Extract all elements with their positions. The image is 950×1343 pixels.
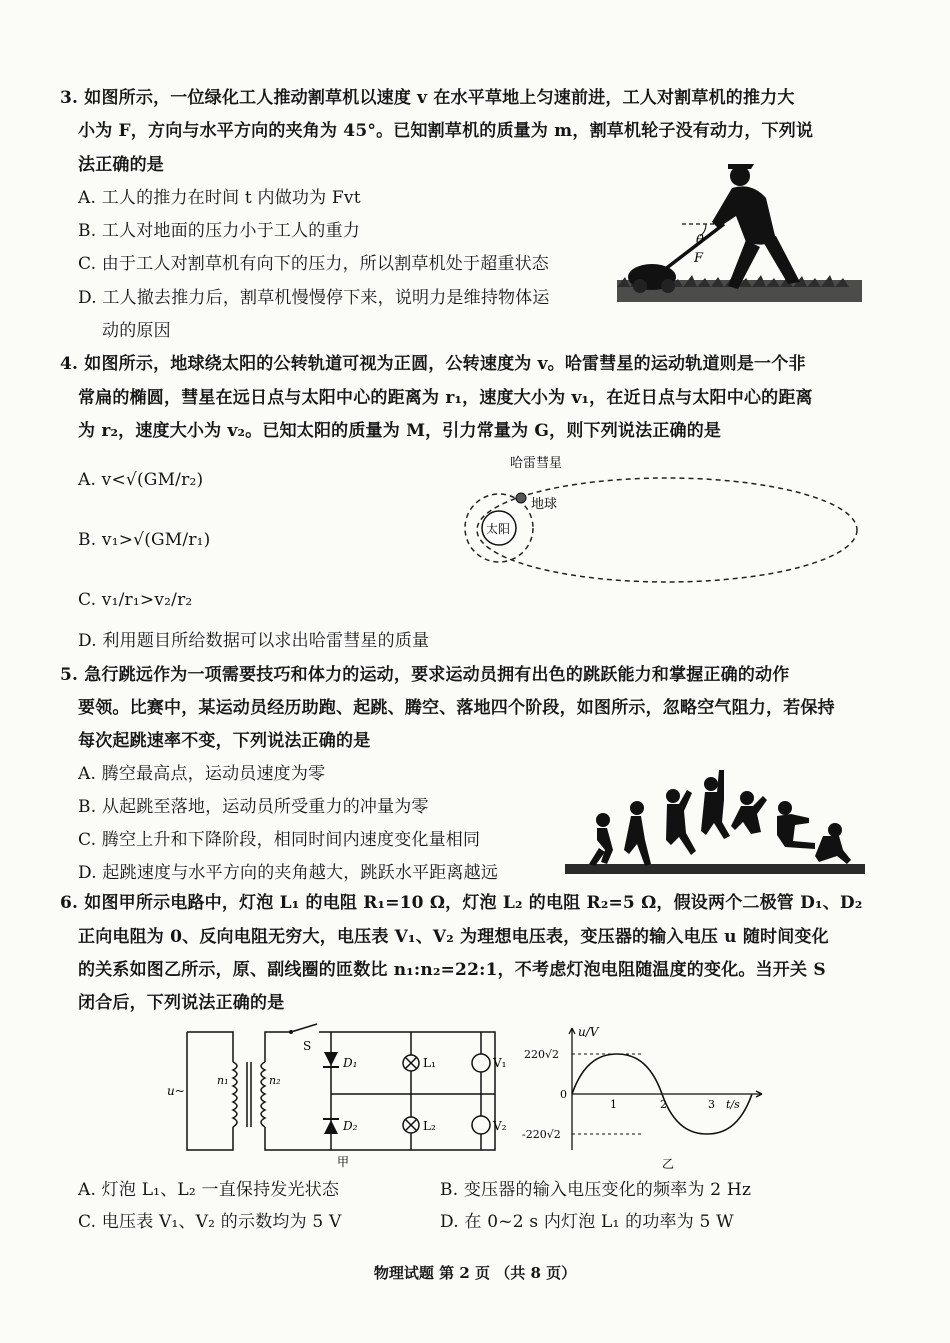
- earth: [516, 493, 526, 503]
- graph-ymax: 220√2: [524, 1048, 560, 1061]
- q4-option-d: D. 利用题目所给数据可以求出哈雷彗星的质量: [78, 631, 430, 651]
- comet-label: 哈雷彗星: [510, 456, 563, 471]
- q6-stem-line-2: 正向电阻为 0、反向电阻无穷大，电压表 V₁、V₂ 为理想电压表，变压器的输入电压 u 随时间变化: [78, 927, 829, 947]
- graph-ymin: -220√2: [522, 1128, 561, 1141]
- q5-stem-line-2: 要领。比赛中，某运动员经历助跑、起跳、腾空、落地四个阶段，如图所示，忽略空气阻力，若保持: [78, 698, 835, 718]
- circuit-switch-label: S: [303, 1039, 312, 1053]
- q4-stem-line-1: 4. 如图所示，地球绕太阳的公转轨道可视为正圆，公转速度为 v。哈雷彗星的运动轨道则是一个非: [60, 354, 806, 374]
- graph-xlabel: t/s: [726, 1098, 740, 1111]
- circuit-u-label: u~: [167, 1084, 185, 1098]
- q4-option-a-text: A. v<√(GM/r₂): [78, 470, 204, 490]
- force-label: F: [694, 251, 704, 266]
- q4-option-b: [78, 528, 211, 552]
- circuit-n1-label: n₁: [217, 1074, 229, 1087]
- q4-option-c-text: C. v₁/r₁>v₂/r₂: [78, 590, 193, 610]
- circuit-v2-label: V₂: [493, 1119, 507, 1133]
- q3-stem-line-3: 法正确的是: [78, 155, 164, 175]
- graph-t2: 2: [660, 1098, 667, 1111]
- q6-stem-line-4: 闭合后，下列说法正确的是: [78, 993, 285, 1013]
- circuit-n2-label: n₂: [269, 1074, 281, 1087]
- q4-stem-line-3: 为 r₂，速度大小为 v₂。已知太阳的质量为 M，引力常量为 G，则下列说法正确的是: [78, 421, 722, 441]
- graph-origin: 0: [560, 1088, 567, 1101]
- q5-option-d: D. 起跳速度与水平方向的夹角越大，跳跃水平距离越远: [78, 863, 499, 883]
- graph-caption: 乙: [662, 1157, 675, 1171]
- graph-ylabel: u/V: [578, 1025, 599, 1039]
- q6-option-b: B. 变压器的输入电压变化的频率为 2 Hz: [440, 1180, 752, 1200]
- graph-t3: 3: [708, 1098, 715, 1111]
- circuit-d2-label: D₂: [343, 1119, 358, 1133]
- q3-option-b: B. 工人对地面的压力小于工人的重力: [78, 221, 360, 241]
- q3-option-a: A. 工人的推力在时间 t 内做功为 Fvt: [78, 188, 361, 208]
- q3-option-d-cont: 动的原因: [102, 321, 171, 341]
- q6-stem-line-3: 的关系如图乙所示，原、副线圈的匝数比 n₁:n₂=22:1，不考虑灯泡电阻随温度的变化。当开关 S: [78, 960, 826, 980]
- circuit-caption: 甲: [337, 1155, 350, 1169]
- q4-option-c: [78, 588, 192, 612]
- q4-option-b-text: B. v₁>√(GM/r₁): [78, 530, 211, 550]
- sun-label: 太阳: [486, 522, 511, 536]
- circuit-l2-label: L₂: [423, 1119, 436, 1133]
- comet-orbit: [477, 478, 857, 582]
- q6-stem-line-1: 6. 如图甲所示电路中，灯泡 L₁ 的电阻 R₁=10 Ω，灯泡 L₂ 的电阻 R₂=5 Ω，假设两个二极管 D₁、D₂: [60, 893, 863, 913]
- circuit-figure: [165, 1022, 520, 1172]
- voltage-graph: [522, 1022, 782, 1174]
- graph-t1: 1: [610, 1098, 617, 1111]
- q3-option-d: D. 工人撤去推力后，割草机慢慢停下来，说明力是维持物体运: [78, 288, 550, 308]
- q5-option-b: B. 从起跳至落地，运动员所受重力的冲量为零: [78, 797, 429, 817]
- q5-stem-line-1: 5. 急行跳远作为一项需要技巧和体力的运动，要求运动员拥有出色的跳跃能力和掌握正确的动作: [60, 665, 790, 685]
- earth-label: 地球: [531, 497, 558, 512]
- page-footer: 物理试题 第 2 页 （共 8 页）: [373, 1264, 577, 1282]
- orbit-figure: [455, 450, 865, 590]
- q6-option-d: D. 在 0~2 s 内灯泡 L₁ 的功率为 5 W: [440, 1212, 734, 1232]
- q3-stem-line-2: 小为 F，方向与水平方向的夹角为 45°。已知割草机的质量为 m，割草机轮子没有动力，下列说: [78, 121, 814, 141]
- long-jump-figure: [565, 768, 865, 880]
- theta-label: θ: [696, 233, 704, 248]
- q6-option-c: C. 电压表 V₁、V₂ 的示数均为 5 V: [78, 1212, 342, 1232]
- q5-stem-line-3: 每次起跳速率不变，下列说法正确的是: [78, 731, 371, 751]
- q3-stem-line-1: 3. 如图所示，一位绿化工人推动割草机以速度 v 在水平草地上匀速前进，工人对割草机的推力大: [60, 88, 795, 108]
- q5-option-a: A. 腾空最高点，运动员速度为零: [78, 764, 326, 784]
- circuit-l1-label: L₁: [423, 1056, 436, 1070]
- circuit-v1-label: V₁: [493, 1056, 507, 1070]
- lawn-mower-figure: [612, 152, 868, 312]
- q6-option-a: A. 灯泡 L₁、L₂ 一直保持发光状态: [78, 1180, 340, 1200]
- q4-option-a: [78, 468, 203, 492]
- circuit-d1-label: D₁: [343, 1056, 358, 1070]
- q5-option-c: C. 腾空上升和下降阶段，相同时间内速度变化量相同: [78, 830, 481, 850]
- q3-option-c: C. 由于工人对割草机有向下的压力，所以割草机处于超重状态: [78, 254, 550, 274]
- q4-stem-line-2: 常扁的椭圆，彗星在远日点与太阳中心的距离为 r₁，速度大小为 v₁，在近日点与太阳中心的距离: [78, 388, 813, 408]
